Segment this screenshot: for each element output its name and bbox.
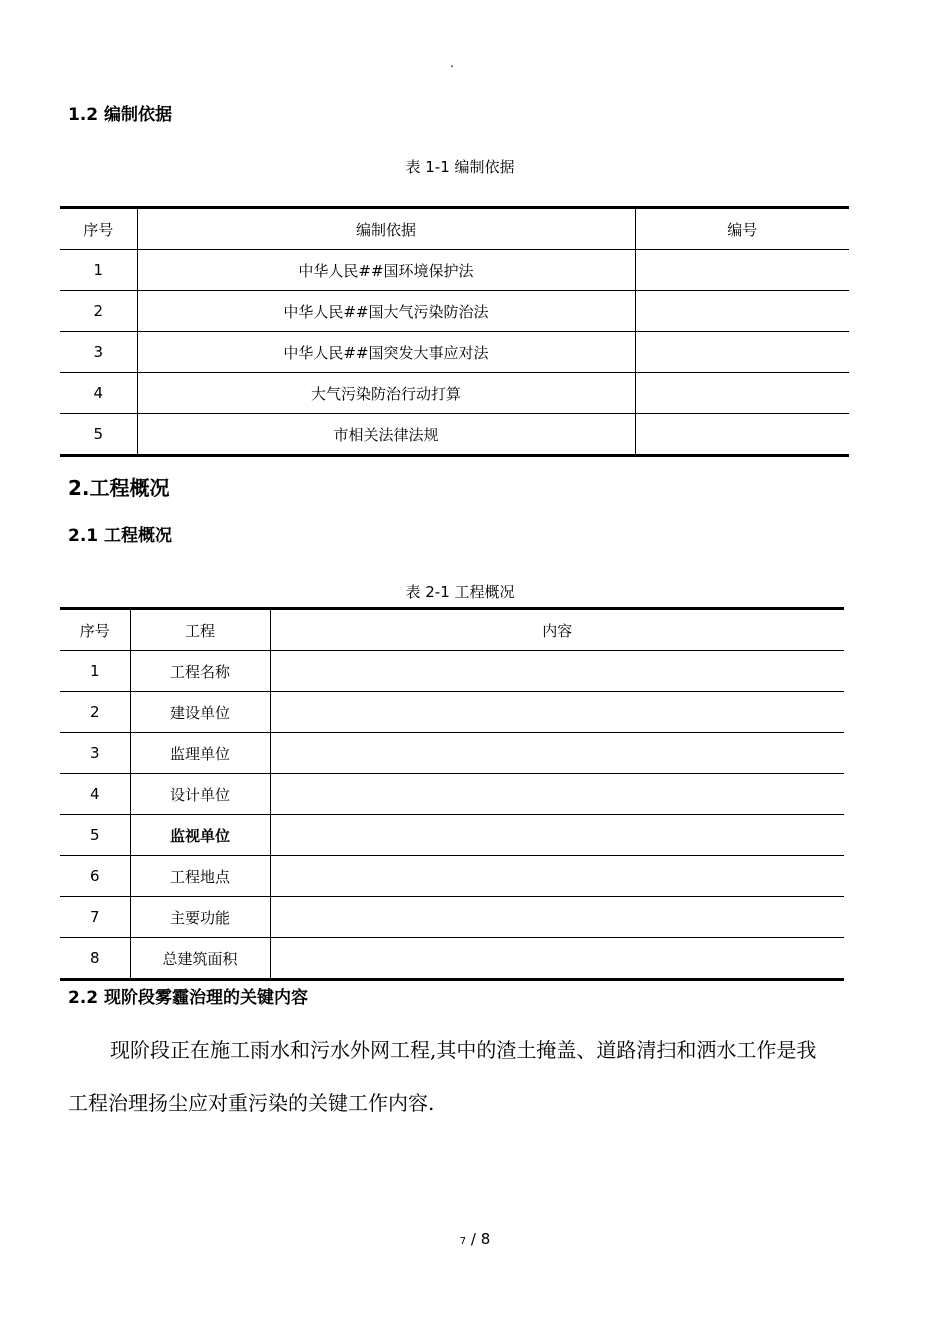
table-row xyxy=(60,414,849,456)
cell-basis: 中华人民##国环境保护法 xyxy=(137,250,635,291)
cell-index: 4 xyxy=(60,373,137,414)
page-total: 8 xyxy=(480,1230,491,1248)
table-row xyxy=(60,250,849,291)
cell-item: 工程名称 xyxy=(130,651,270,692)
col-header-index: 序号 xyxy=(60,208,137,250)
table-row xyxy=(60,938,844,980)
table-row xyxy=(60,774,844,815)
cell-item: 监理单位 xyxy=(130,733,270,774)
table-overview xyxy=(60,607,844,981)
table2-caption: 表 2-1 工程概况 xyxy=(405,583,515,601)
header-dot: . xyxy=(450,56,454,70)
cell-content xyxy=(270,774,844,815)
cell-index: 1 xyxy=(60,651,130,692)
cell-item: 总建筑面积 xyxy=(130,938,270,980)
page-footer xyxy=(0,1230,950,1248)
cell-number xyxy=(635,291,849,332)
table-row xyxy=(60,692,844,733)
cell-index: 2 xyxy=(60,692,130,733)
cell-number xyxy=(635,332,849,373)
cell-content xyxy=(270,897,844,938)
table-header-row xyxy=(60,208,849,250)
cell-content xyxy=(270,692,844,733)
table-row xyxy=(60,856,844,897)
col-header-basis: 编制依据 xyxy=(137,208,635,250)
section-1-2-heading: 1.2 编制依据 xyxy=(68,105,173,125)
cell-item: 监视单位 xyxy=(130,815,270,856)
cell-content xyxy=(270,651,844,692)
cell-content xyxy=(270,815,844,856)
table-row xyxy=(60,291,849,332)
cell-index: 4 xyxy=(60,774,130,815)
cell-basis: 市相关法律法规 xyxy=(137,414,635,456)
cell-index: 2 xyxy=(60,291,137,332)
cell-item: 建设单位 xyxy=(130,692,270,733)
cell-number xyxy=(635,250,849,291)
col-header-number: 编号 xyxy=(635,208,849,250)
table-basis xyxy=(60,206,849,457)
cell-index: 7 xyxy=(60,897,130,938)
section-2-heading: 2.工程概况 xyxy=(68,476,170,500)
cell-content xyxy=(270,856,844,897)
cell-index: 5 xyxy=(60,815,130,856)
table1-caption: 表 1-1 编制依据 xyxy=(405,158,515,176)
cell-index: 8 xyxy=(89,949,100,967)
cell-basis: 大气污染防治行动打算 xyxy=(137,373,635,414)
body-paragraph: 现阶段正在施工雨水和污水外网工程,其中的渣土掩盖、道路清扫和洒水工作是我工程治理扬尘应对重污染的关键工作内容. xyxy=(68,1038,817,1115)
cell-index: 3 xyxy=(60,332,137,373)
table-row xyxy=(60,332,849,373)
cell-content xyxy=(270,733,844,774)
col-header-content: 内容 xyxy=(270,609,844,651)
table-row xyxy=(60,651,844,692)
cell-item: 设计单位 xyxy=(130,774,270,815)
section-2-1-heading: 2.1 工程概况 xyxy=(68,526,173,546)
cell-index: 6 xyxy=(60,856,130,897)
page-separator: / xyxy=(470,1230,476,1248)
cell-index: 1 xyxy=(60,250,137,291)
col-header-item: 工程 xyxy=(130,609,270,651)
section-2-2-heading: 2.2 现阶段雾霾治理的关键内容 xyxy=(68,988,309,1008)
cell-number xyxy=(635,414,849,456)
table-row xyxy=(60,897,844,938)
cell-index: 5 xyxy=(93,425,104,443)
table-row xyxy=(60,373,849,414)
page-current: 7 xyxy=(459,1236,467,1247)
table-row xyxy=(60,733,844,774)
cell-item: 主要功能 xyxy=(130,897,270,938)
cell-number xyxy=(635,373,849,414)
col-header-index: 序号 xyxy=(60,609,130,651)
cell-basis: 中华人民##国突发大事应对法 xyxy=(137,332,635,373)
table-row xyxy=(60,815,844,856)
cell-basis: 中华人民##国大气污染防治法 xyxy=(137,291,635,332)
cell-index: 3 xyxy=(60,733,130,774)
table-header-row xyxy=(60,609,844,651)
cell-item: 工程地点 xyxy=(130,856,270,897)
cell-content xyxy=(270,938,844,980)
